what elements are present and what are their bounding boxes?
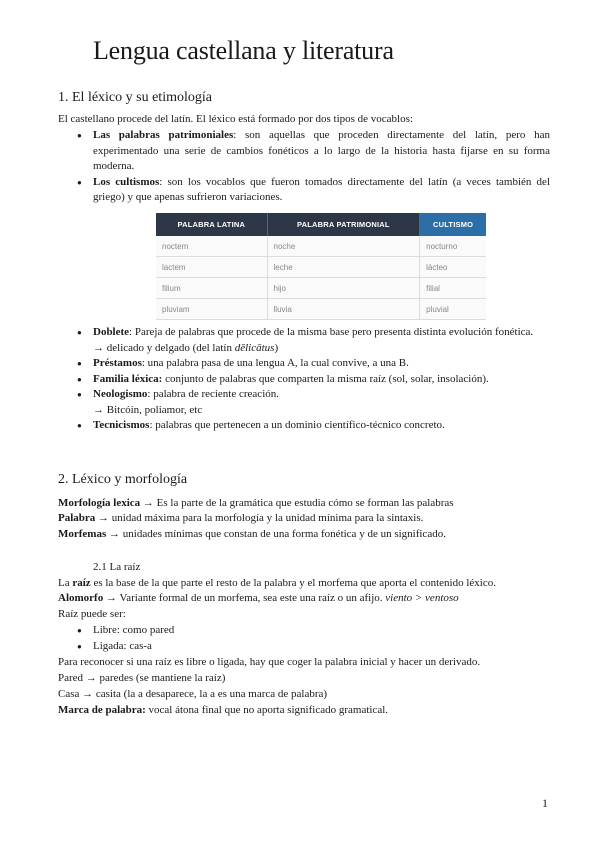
table-row [156,236,486,257]
definition-morfemas [58,527,550,543]
definition-text: vocal átona final que no aporta significado gramatical. [145,704,389,716]
term-prestamos: Préstamos [93,357,142,369]
term-alomorfo: Alomorfo [58,592,104,604]
example-close: ) [274,341,279,354]
section-1-heading: 1. El léxico y su etimología [58,90,212,105]
vocabulary-types-list [0,128,600,206]
page-number: 1 [542,796,548,810]
definition-patrimoniales: : son aquellas que proceden directamente del latín, pero han experimentado una serie de cambios fonéticos a lo largo de la historia hasta fijarse en su forma moderna. [93,129,550,172]
definition-text: → unidad máxima para la morfología y la unidad mínima para la sintaxis. [95,512,424,524]
definition-tecnicismos: : palabras que pertenecen a un dominio científico-técnico concreto. [149,419,445,431]
section-2-heading: 2. Léxico y morfología [58,472,188,487]
page-title: Lengua castellana y literatura [93,36,394,65]
text: La [58,577,73,589]
neologismo-example: → Bitcóin, poliamor, etc [93,403,203,416]
alomorfo-example: viento > ventoso [385,592,459,604]
latin-word: dēlicātus [234,341,275,354]
table-cell: lácteo [420,257,486,278]
column-header: CULTISMO [420,213,486,236]
definition-text: → unidades mínimas que constan de una forma fonética y de un significado. [106,528,446,540]
vocabulary-table [156,213,486,320]
raiz-types-intro: Raíz puede ser: [58,608,126,620]
raiz-definition [58,576,550,592]
definition-cultismos: : son los vocablos que fueron tomados directamente del latín (a veces también del griego) y que apenas sufrieron variaciones. [93,175,551,203]
table-cell: lactem [156,257,267,278]
definition-familia-lexica: conjunto de palabras que comparten la misma raíz (sol, solar, insolación). [162,372,489,385]
subsection-heading: 2.1 La raíz [93,561,141,573]
table-cell: leche [267,257,420,278]
table-row [156,278,486,299]
table-header-row [156,213,486,236]
table-cell: filial [420,278,486,299]
list-item [0,175,550,206]
term-morfemas: Morfemas [58,528,107,540]
definition-text: → Es la parte de la gramática que estudia cómo se forman las palabras [140,497,454,509]
marca-definition [58,703,550,719]
example-text: → delicado y delgado (del latín [93,341,235,354]
term-cultismos: Los cultismos [93,175,160,188]
raiz-types-list [0,623,600,654]
reconocer-paragraph: Para reconocer si una raíz es libre o ligada, hay que coger la palabra inicial y hacer un derivado. [58,656,481,668]
list-item [0,356,550,372]
table-cell: noctem [156,236,267,257]
table-cell: lluvia [267,299,420,320]
list-item [0,372,550,388]
definition-text: es la base de la que parte el resto de la palabra y el morfema que aporta el contenido léxico. [90,577,496,589]
term-tecnicismos: Tecnicismos [93,419,150,431]
definition-palabra [58,511,550,527]
term-familia-lexica: Familia léxica: [93,372,163,385]
list-item: ● Ligada: cas-a [0,639,550,655]
list-item [0,325,550,356]
casa-example: Casa → casita (la a desaparece, la a es una marca de palabra) [58,688,328,700]
table-cell: hijo [267,278,420,299]
term-doblete: Doblete [93,326,130,338]
term-raiz: raíz [72,577,91,589]
definition-neologismo: : palabra de reciente creación. [147,388,279,400]
column-header: PALABRA LATINA [156,213,267,236]
list-item: ● Libre: como pared [0,623,550,639]
term-morfologia: Morfología lexica [58,497,141,509]
table-cell: nocturno [420,236,486,257]
definition-morfologia [58,496,550,512]
definition-doblete: : Pareja de palabras que procede de la misma base pero presenta distinta evolución fonética. [129,326,534,338]
list-item [0,387,550,418]
definition-prestamos: : una palabra pasa de una lengua A, la cual convive, a una B. [141,357,409,369]
list-item [0,418,550,434]
alomorfo-definition [58,591,550,607]
table-cell: pluviam [156,299,267,320]
term-palabra: Palabra [58,512,96,524]
table-cell: noche [267,236,420,257]
section-1-intro: El castellano procede del latín. El léxico está formado por dos tipos de vocablos: [58,113,413,125]
term-patrimoniales: Las palabras patrimoniales [93,129,234,141]
table-row [156,257,486,278]
table-cell: pluvial [420,299,486,320]
lexical-concepts-list [0,325,600,434]
definition-text: → Variante formal de un morfema, sea este una raíz o un afijo. [103,592,386,604]
term-neologismo: Neologismo [93,388,148,400]
pared-example: Pared → paredes (se mantiene la raíz) [58,672,226,684]
table-row [156,299,486,320]
table-cell: filium [156,278,267,299]
list-item [0,128,550,175]
term-marca: Marca de palabra: [58,704,146,716]
doblete-example [93,341,550,357]
column-header: PALABRA PATRIMONIAL [267,213,420,236]
